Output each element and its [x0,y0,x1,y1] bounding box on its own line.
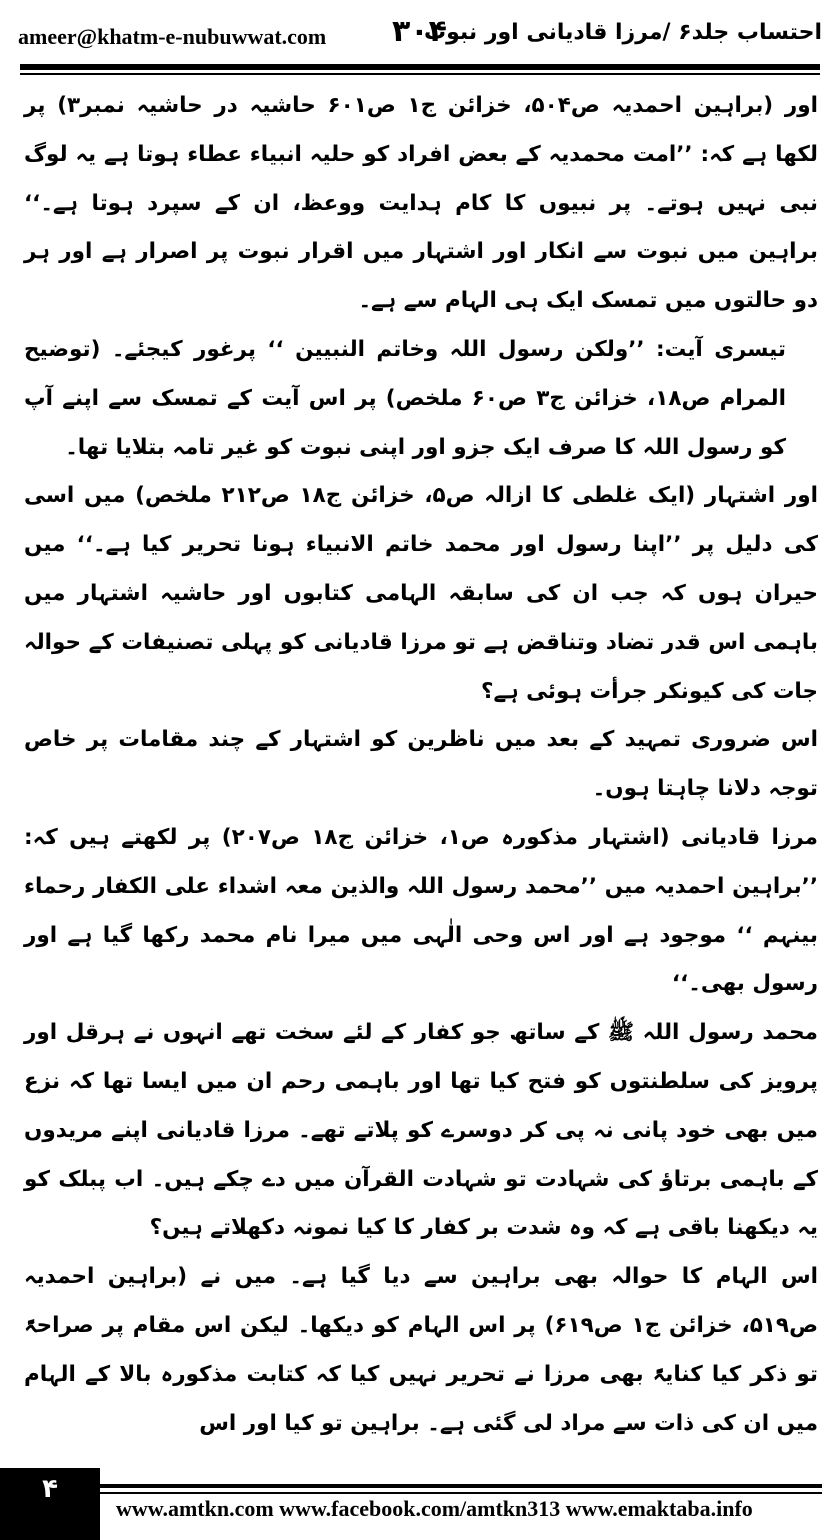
paragraph-7: اس الہام کا حوالہ بھی براہین سے دیا گیا ہے۔ میں نے (براہین احمدیہ ص۵۱۹، خزائن ج۱ ص۶۱۹) پر اس الہام کو دیکھا۔ لیکن اس مقام پر صراحۃً تو ذکر کیا کنایۃً بھی مرزا نے تحریر نہیں کیا کہ کتابت مذکورہ بالا کے الہام میں ان کی ذات سے مراد لی گئی ہے۔ براہین تو کیا اور اس [24,1264,818,1436]
book-title: احتساب جلد۶ /مرزا قادیانی اور نبوت [424,20,822,45]
footer-rule-thin [100,1492,822,1494]
page-body [24,82,818,1450]
header-rule-thick [20,64,820,70]
paragraph-5: مرزا قادیانی (اشتہار مذکورہ ص۱، خزائن ج۱۸ ص۲۰۷) پر لکھتے ہیں کہ: ’’براہین احمدیہ میں ’’محمد رسول اللہ والذین معہ اشداء علی الکفار رحماء بینہم ‘‘ موجود ہے اور اس وحی الٰہی میں میرا نام محمد رکھا گیا ہے اور رسول بھی۔‘‘ [24,824,818,997]
footer-box-label: ۴ [42,1474,58,1504]
paragraph-2: تیسری آیت: ’’ولکن رسول اللہ وخاتم النبیین ‘‘ پرغور کیجئے۔ (توضیح المرام ص۱۸، خزائن ج۳ ص۶۰ ملخص) پر اس آیت کے تمسک سے اپنے آپ کو رسول اللہ کا صرف ایک جزو اور اپنی نبوت کو غیر تامہ بتلایا تھا۔ [24,336,786,460]
footer-urls: www.amtkn.com www.facebook.com/amtkn313 www.emaktaba.info [116,1496,753,1521]
paragraph-1: اور (براہین احمدیہ ص۵۰۴، خزائن ج۱ ص۶۰۱ حاشیہ در حاشیہ نمبر۳) پر لکھا ہے کہ: ’’امت محمدیہ کے بعض افراد کو حلیہ انبیاء عطاء ہوتا ہے یہ لوگ نبی نہیں ہوتے۔ پر نبیوں کا کام ہدایت ووعظ، ان کے سپرد ہوتا ہے۔‘‘ براہین میں نبوت سے انکار اور اشتہار میں اقرار نبوت پر اصرار ہے اور ہر دو حالتوں میں تمسک ایک ہی الہام سے ہے۔ [24,93,818,314]
paragraph-4: اس ضروری تمہید کے بعد میں ناظرین کو اشتہار کے چند مقامات پر خاص توجہ دلانا چاہتا ہوں۔ [24,727,818,802]
page-header [12,14,828,58]
page-footer [0,1468,840,1540]
header-rule-thin [20,73,820,75]
paragraph-6: محمد رسول اللہ ﷺ کے ساتھ جو کفار کے لئے سخت تھے انہوں نے ہرقل اور پرویز کی سلطنتوں کو فتح کیا تھا اور باہمی رحم ان میں ایسا تھا کہ نزع میں بھی خود پانی نہ پی کر دوسرے کو پلاتے تھے۔ مرزا قادیانی اپنے مریدوں کے باہمی برتاؤ کی شہادت تو شہادت القرآن میں دے چکے ہیں۔ اب پبلک کو یہ دیکھنا باقی ہے کہ وہ شدت بر کفار کا کیا نمونہ دکھلاتے ہیں؟ [24,1020,818,1241]
paragraph-3: اور اشتہار (ایک غلطی کا ازالہ ص۵، خزائن ج۱۸ ص۲۱۲ ملخص) میں اسی کی دلیل پر ’’اپنا رسول اور محمد خاتم الانبیاء ہونا تحریر کیا ہے۔‘‘ میں حیران ہوں کہ جب ان کی سابقہ الہامی کتابوں اور حاشیہ اشتہار میں باہمی اس قدر تضاد وتناقض ہے تو مرزا قادیانی کو پہلی تصنیفات کے حوالہ جات کی کیونکر جرأت ہوئی ہے؟ [24,483,818,704]
page-number: ۳۰۴ [392,14,447,49]
footer-page-box [0,1468,100,1540]
header-email: ameer@khatm-e-nubuwwat.com [18,24,327,49]
footer-rule-thick [100,1484,822,1488]
